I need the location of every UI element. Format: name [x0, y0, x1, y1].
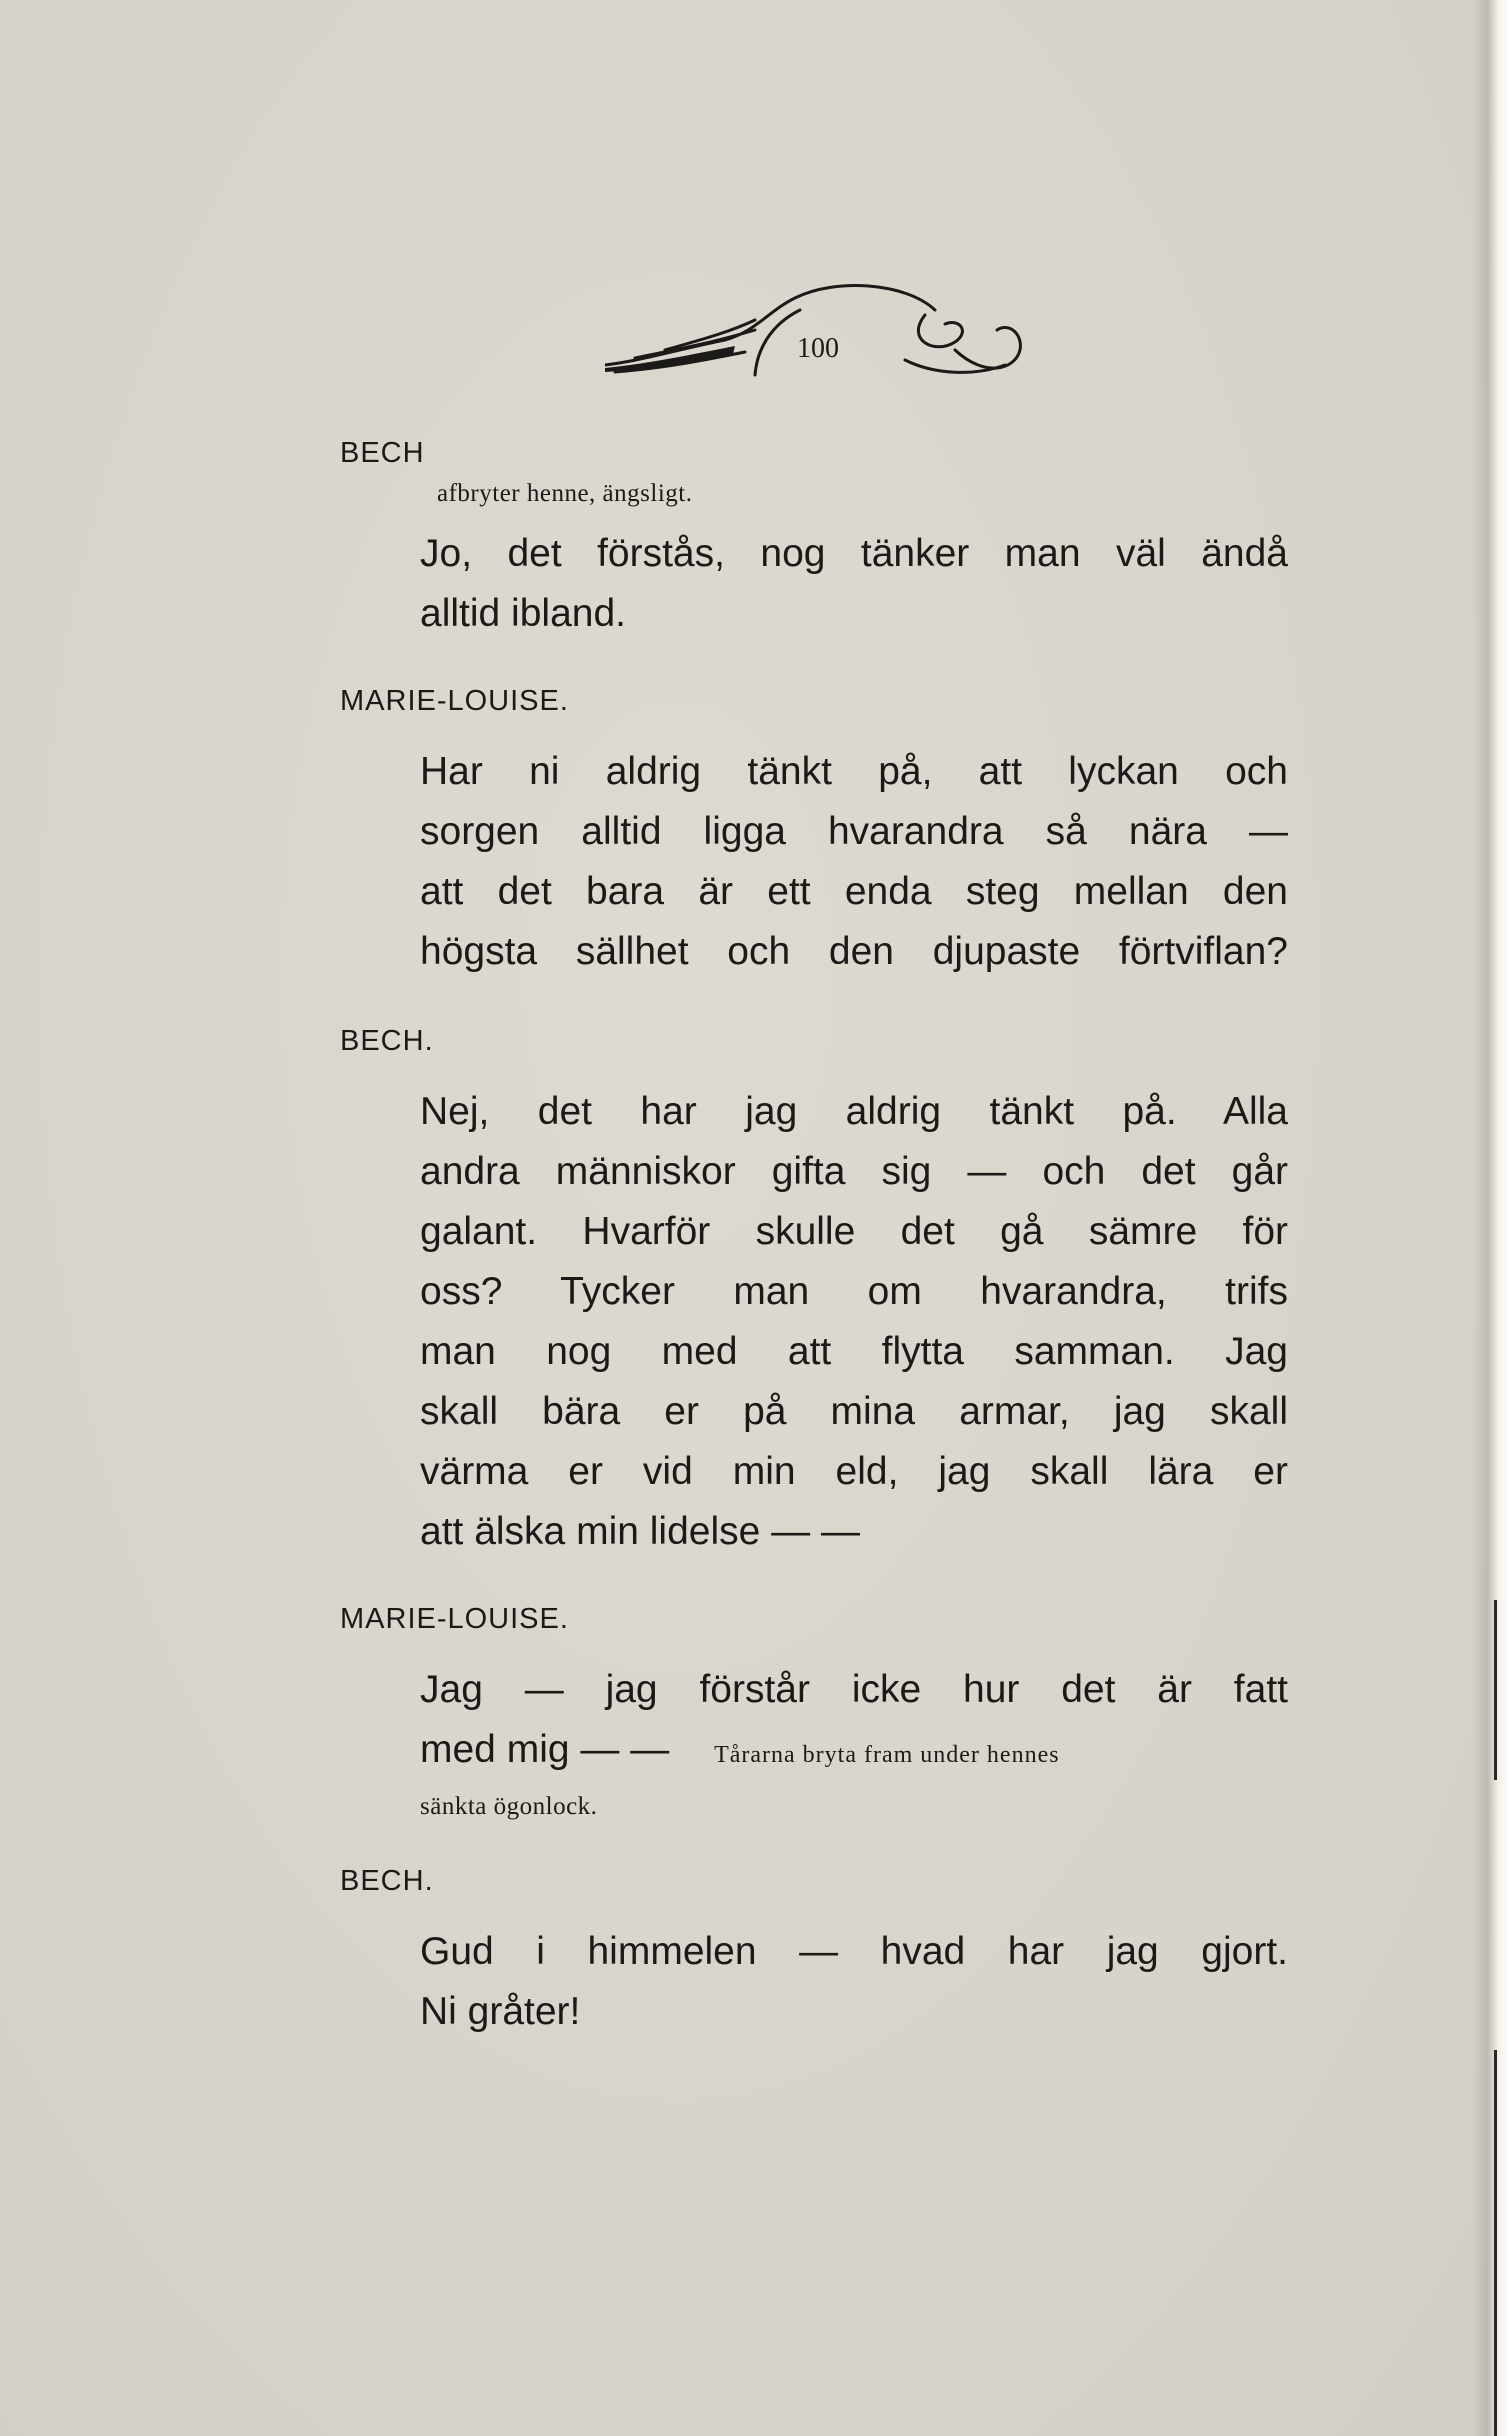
- dialogue-line: skall bära er på mina armar, jag skall: [420, 1390, 1288, 1433]
- dialogue-line: man nog med att flytta samman. Jag: [420, 1330, 1288, 1373]
- dialogue-line: Gud i himmelen — hvad har jag gjort.: [420, 1930, 1288, 1973]
- dialogue-line: oss? Tycker man om hvarandra, trifs: [420, 1270, 1288, 1313]
- dialogue-line: Nej, det har jag aldrig tänkt på. Alla: [420, 1090, 1288, 1133]
- page-edge: [1473, 0, 1509, 2436]
- page-edge-shadow: [1494, 1600, 1497, 1780]
- stage-direction: Tårarna bryta fram under hennes: [714, 1742, 1060, 1768]
- dialogue-line: värma er vid min eld, jag skall lära er: [420, 1450, 1288, 1493]
- dialogue-line: Jo, det förstås, nog tänker man väl ändå: [420, 532, 1288, 575]
- dialogue-line: [420, 1728, 1060, 1772]
- page-number: 100: [797, 333, 839, 364]
- dialogue-line: galant. Hvarför skulle det gå sämre för: [420, 1210, 1288, 1253]
- dialogue-line: Ni gråter!: [420, 1990, 581, 2033]
- stage-direction: afbryter henne, ängsligt.: [437, 480, 693, 507]
- dialogue-line: högsta sällhet och den djupaste förtviflan?: [420, 930, 1288, 973]
- dialogue-line: andra människor gifta sig — och det går: [420, 1150, 1288, 1193]
- dialogue-text: med mig — —: [420, 1728, 670, 1771]
- speaker-name: BECH.: [340, 1865, 434, 1897]
- speaker-name: BECH: [340, 437, 425, 469]
- page-edge-shadow: [1494, 2050, 1497, 2436]
- dialogue-line: Har ni aldrig tänkt på, att lyckan och: [420, 750, 1288, 793]
- dialogue-line: att det bara är ett enda steg mellan den: [420, 870, 1288, 913]
- speaker-name: BECH.: [340, 1025, 434, 1057]
- dialogue-line: Jag — jag förstår icke hur det är fatt: [420, 1668, 1288, 1711]
- dialogue-line: att älska min lidelse — —: [420, 1510, 860, 1553]
- stage-direction: sänkta ögonlock.: [420, 1793, 598, 1820]
- speaker-name: MARIE-LOUISE.: [340, 1603, 569, 1635]
- speaker-name: MARIE-LOUISE.: [340, 685, 569, 717]
- dialogue-line: sorgen alltid ligga hvarandra så nära —: [420, 810, 1288, 853]
- dialogue-line: alltid ibland.: [420, 592, 626, 635]
